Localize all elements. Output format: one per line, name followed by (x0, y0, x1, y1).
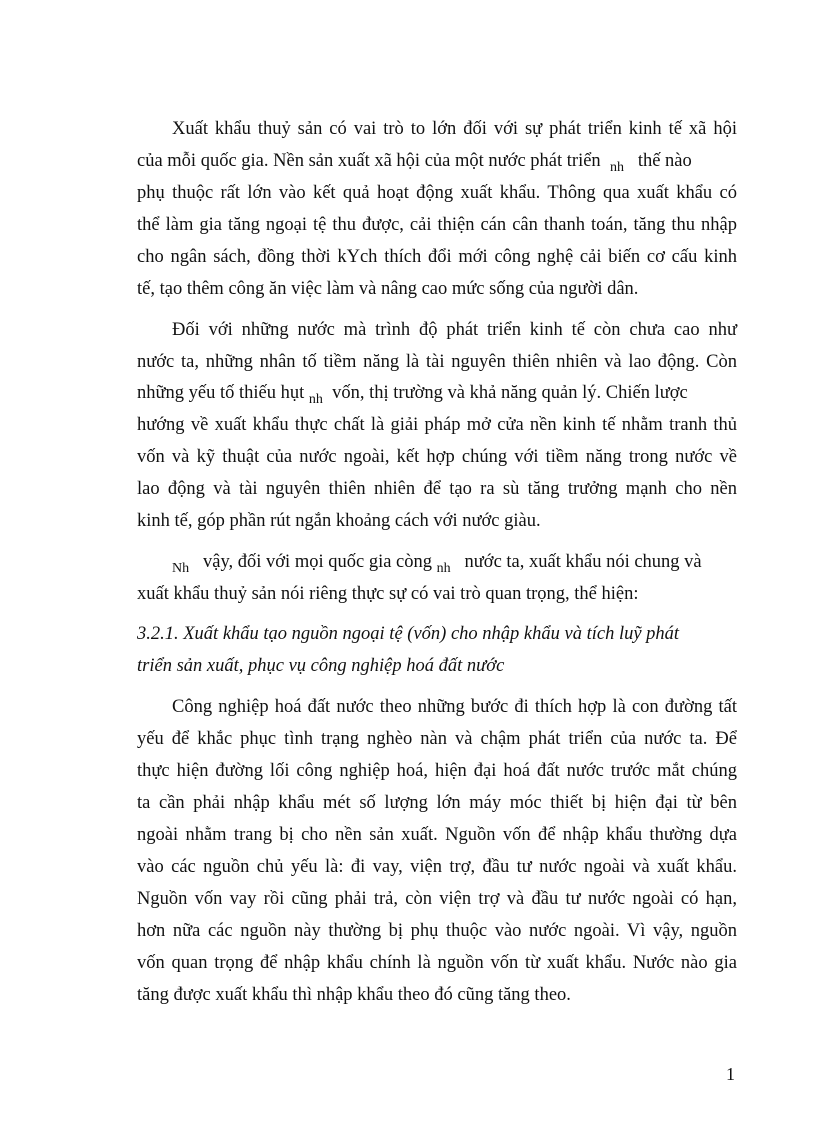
paragraph-2-line-1: Đối với những nước mà trình độ phát triển kinh tế còn chưa cao như (172, 320, 737, 340)
section-heading-line-2: triển sản xuất, phục vụ công nghiệp hoá đất nước (137, 656, 505, 676)
paragraph-4-line-1: Công nghiệp hoá đất nước theo những bước đi thích hợp là con đường tất (172, 697, 737, 717)
abbrev-nh: nh (308, 392, 323, 407)
paragraph-3-line-1-text: vậy, đối với mọi quốc gia còng (203, 552, 433, 572)
paragraph-3-line-1-tail: nước ta, xuất khẩu nói chung và (464, 552, 702, 572)
paragraph-4-line-9: vốn quan trọng để nhập khẩu chính là nguồn vốn từ xuất khẩu. Nước nào gia (137, 953, 737, 973)
paragraph-4-line-8: hơn nữa các nguồn này thường bị phụ thuộc vào nước ngoài. Vì vậy, nguồn (137, 921, 737, 941)
paragraph-2-line-5: vốn và kỹ thuật của nước ngoài, kết hợp chúng với tiềm năng trong nước về (137, 447, 737, 467)
paragraph-1-line-4: thể làm gia tăng ngoại tệ thu được, cải thiện cán cân thanh toán, tăng thu nhập (137, 215, 737, 235)
paragraph-4-line-4: ta cần phải nhập khẩu mét số lượng lớn máy móc thiết bị hiện đại từ bên (137, 793, 737, 813)
paragraph-1-line-1: Xuất khẩu thuỷ sản có vai trò to lớn đối với sự phát triển kinh tế xã hội (172, 119, 737, 139)
paragraph-4-line-5: ngoài nhằm trang bị cho nền sản xuất. Nguồn vốn để nhập khẩu thường dựa (137, 825, 737, 845)
paragraph-2-line-2: nước ta, những nhân tố tiềm năng là tài nguyên thiên nhiên và lao động. Còn (137, 352, 737, 372)
section-heading-line-1: 3.2.1. Xuất khẩu tạo nguồn ngoại tệ (vốn) cho nhập khẩu và tích luỹ phát (137, 624, 680, 644)
abbrev-nh: nh (436, 561, 451, 576)
paragraph-4-line-6: vào các nguồn chủ yếu là: đi vay, viện trợ, đầu tư nước ngoài và xuất khẩu. (137, 857, 737, 877)
paragraph-2-line-3-text: những yếu tố thiếu hụt (137, 383, 305, 403)
abbrev-nh: nh (609, 160, 624, 175)
paragraph-4-line-3: thực hiện đường lối công nghiệp hoá, hiện đại hoá đất nước trước mắt chúng (137, 761, 737, 781)
paragraph-4-line-2: yếu để khắc phục tình trạng nghèo nàn và chậm phát triển của nước ta. Để (137, 729, 737, 749)
paragraph-2-line-4: hướng về xuất khẩu thực chất là giải pháp mở cửa nền kinh tế nhằm tranh thủ (137, 415, 737, 435)
paragraph-2-line-3 (137, 381, 737, 407)
paragraph-3-line-2: xuất khẩu thuỷ sản nói riêng thực sự có vai trò quan trọng, thể hiện: (137, 584, 639, 604)
paragraph-1-line-6: tế, tạo thêm công ăn việc làm và nâng cao mức sống của người dân. (137, 279, 639, 299)
paragraph-1-line-2-tail: thế nào (637, 151, 692, 171)
paragraph-2-line-6: lao động và tài nguyên thiên nhiên để tạo ra sù tăng trưởng mạnh cho nền (137, 479, 737, 499)
paragraph-4-line-10: tăng được xuất khẩu thì nhập khẩu theo đó cũng tăng theo. (137, 985, 571, 1005)
page-number: 1 (726, 1064, 735, 1084)
paragraph-4-line-7: Nguồn vốn vay rồi cũng phải trả, còn viện trợ và đầu tư nước ngoài có hạn, (137, 889, 737, 909)
paragraph-1-line-5: cho ngân sách, đồng thời kYch thích đổi mới công nghệ cải biến cơ cấu kinh (137, 247, 737, 267)
paragraph-1-line-3: phụ thuộc rất lớn vào kết quả hoạt động xuất khẩu. Thông qua xuất khẩu có (137, 183, 737, 203)
paragraph-2-line-3-tail: vốn, thị trường và khả năng quản lý. Chiến lược (332, 383, 688, 403)
paragraph-1-line-2-text: của mỗi quốc gia. Nền sản xuất xã hội của một nước phát triển (137, 151, 601, 171)
abbrev-nh-head: Nh (172, 561, 190, 576)
paragraph-1-line-2 (137, 149, 737, 175)
paragraph-3-line-1 (172, 550, 737, 576)
paragraph-2-line-7: kinh tế, góp phần rút ngắn khoảng cách với nước giàu. (137, 511, 541, 531)
